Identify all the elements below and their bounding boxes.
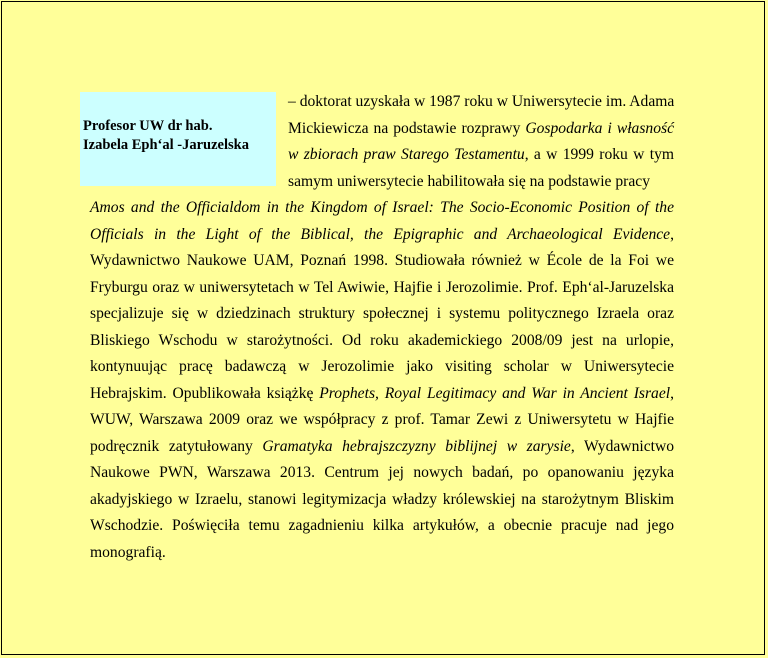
text-line [90, 225, 674, 245]
author-name: Izabela Eph‘al -Jaruzelska [83, 137, 249, 153]
text-line [288, 92, 674, 112]
text-segment: kontynuując pracę badawczą w Jerozolimie jako visiting scholar w Uniwersytecie [90, 358, 674, 375]
text-segment: Bliskiego Wschodu w starożytności. Od roku akademickiego 2008/09 jest na urlopie, [90, 331, 674, 349]
text-segment: Mickiewicza na podstawie rozprawy [288, 119, 526, 137]
text-line [288, 145, 674, 165]
author-name-box [80, 92, 276, 186]
text-segment: monografią. [90, 543, 166, 561]
text-segment: Naukowe PWN, Warszawa 2013. Centrum jej nowych badań, po opanowaniu języka [90, 464, 674, 481]
text-segment: , a w 1999 roku w tym [524, 146, 674, 163]
text-segment: Fryburgu oraz w uniwersytetach w Tel Awiwie, Hajfie i Jerozolimie. Prof. Eph‘al-Jaruzelska [90, 278, 674, 296]
text-line [90, 384, 674, 404]
text-segment: WUW, Warszawa 2009 oraz we współpracy z prof. Tamar Zewi z Uniwersytetu w Hajfie [90, 411, 674, 428]
text-line [288, 172, 674, 192]
italic-title: Amos and the Officialdom in the Kingdom of Israel: The Socio-Economic Position of the [90, 199, 674, 216]
italic-title: Officials in the Light of the Biblical, the Epigraphic and Archaeological Evidence [90, 225, 671, 243]
text-line [90, 304, 674, 324]
italic-title: Gospodarka i własność [525, 119, 674, 137]
text-segment: specjalizuje się w dziedzinach struktury społecznej i systemu politycznego Izraela oraz [90, 305, 674, 322]
text-line [90, 357, 674, 377]
text-segment: Hebrajskim. Opublikowała książkę [90, 384, 320, 402]
italic-title: w zbiorach praw Starego Testamentu [288, 146, 525, 163]
text-line [90, 251, 674, 271]
text-segment: podręcznik zatytułowany [90, 437, 263, 455]
text-line [90, 516, 674, 536]
text-line [288, 119, 674, 139]
text-line [90, 278, 674, 298]
text-segment: , [670, 225, 674, 243]
text-segment: akadyjskiego w Izraelu, stanowi legitymizacja władzy królewskiej na starożytnym Bliskim [90, 490, 674, 508]
text-segment: samym uniwersytecie habilitowała się na podstawie pracy [288, 172, 651, 190]
text-line [90, 331, 674, 351]
text-segment: Wydawnictwo Naukowe UAM, Poznań 1998. Studiowała również w École de la Foi we [90, 252, 674, 269]
italic-title: Gramatyka hebrajszczyzny biblijnej w zarysie [262, 437, 571, 455]
text-line [90, 198, 674, 218]
text-segment: , Wydawnictwo [570, 437, 675, 455]
text-line [90, 437, 674, 457]
text-line [90, 490, 674, 510]
text-segment: , [670, 384, 675, 402]
text-line [90, 463, 674, 483]
text-line [90, 410, 674, 430]
author-title: Profesor UW dr hab. [83, 118, 213, 134]
italic-title: Prophets, Royal Legitimacy and War in Ancient Israel [319, 384, 671, 402]
text-line [90, 543, 674, 563]
text-segment: – doktorat uzyskała w 1987 roku w Uniwersytecie im. Adama [288, 93, 675, 110]
text-segment: Wschodzie. Poświęciła temu zagadnieniu kilka artykułów, a obecnie pracuje nad jego [90, 517, 674, 534]
